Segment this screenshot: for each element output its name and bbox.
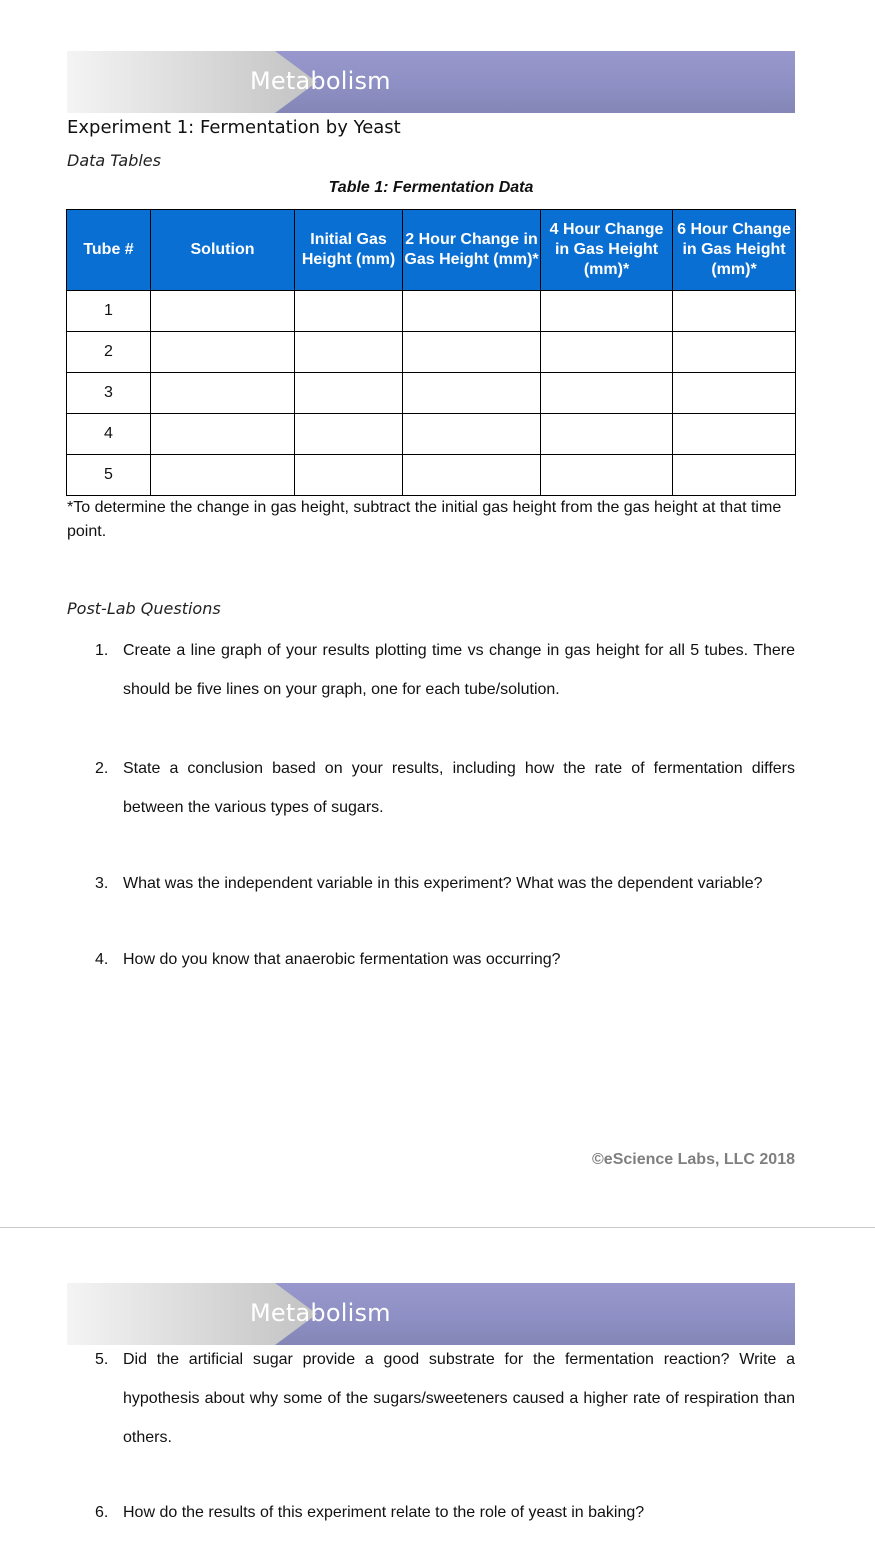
four-hour-cell[interactable]	[541, 414, 673, 455]
page-divider	[0, 1227, 875, 1228]
header-solution: Solution	[151, 210, 295, 291]
four-hour-cell[interactable]	[541, 373, 673, 414]
table-row	[67, 332, 796, 373]
initial-height-cell[interactable]	[295, 291, 403, 332]
question-text: State a conclusion based on your results, including how the rate of fermentation differs between the various types of sugars.	[123, 760, 795, 816]
six-hour-cell[interactable]	[673, 291, 796, 332]
question-text: How do you know that anaerobic fermentation was occurring?	[123, 951, 561, 968]
two-hour-cell[interactable]	[403, 455, 541, 496]
header-initial-gas-height: Initial Gas Height (mm)	[295, 210, 403, 291]
question-item	[0, 940, 795, 979]
solution-cell[interactable]	[151, 291, 295, 332]
tube-number-cell: 3	[67, 373, 151, 414]
question-item	[0, 1493, 795, 1532]
header-tube: Tube #	[67, 210, 151, 291]
post-lab-label: Post-Lab Questions	[67, 599, 221, 618]
four-hour-cell[interactable]	[541, 455, 673, 496]
two-hour-cell[interactable]	[403, 291, 541, 332]
data-tables-label: Data Tables	[67, 151, 161, 170]
solution-cell[interactable]	[151, 414, 295, 455]
question-list-page-1	[0, 631, 875, 979]
four-hour-cell[interactable]	[541, 291, 673, 332]
question-number: 4.	[95, 951, 109, 968]
fermentation-data-table	[66, 209, 796, 496]
tube-number-cell: 1	[67, 291, 151, 332]
question-number: 5.	[95, 1351, 109, 1368]
initial-height-cell[interactable]	[295, 373, 403, 414]
four-hour-cell[interactable]	[541, 332, 673, 373]
table-row	[67, 455, 796, 496]
six-hour-cell[interactable]	[673, 332, 796, 373]
solution-cell[interactable]	[151, 332, 295, 373]
table-row	[67, 414, 796, 455]
tube-number-cell: 4	[67, 414, 151, 455]
question-item	[0, 631, 795, 749]
question-number: 1.	[95, 642, 109, 659]
header-6-hour-change: 6 Hour Change in Gas Height (mm)*	[673, 210, 796, 291]
table-row	[67, 373, 796, 414]
question-number: 6.	[95, 1504, 109, 1521]
question-text: How do the results of this experiment relate to the role of yeast in baking?	[123, 1504, 645, 1521]
question-text: Create a line graph of your results plotting time vs change in gas height for all 5 tubes. There should be five lines on your graph, one for each tube/solution.	[123, 642, 795, 698]
tube-number-cell: 2	[67, 332, 151, 373]
initial-height-cell[interactable]	[295, 455, 403, 496]
question-text: What was the independent variable in this experiment? What was the dependent variable?	[123, 875, 763, 892]
copyright-notice: ©eScience Labs, LLC 2018	[592, 1151, 795, 1168]
six-hour-cell[interactable]	[673, 373, 796, 414]
question-number: 3.	[95, 875, 109, 892]
initial-height-cell[interactable]	[295, 414, 403, 455]
table-header-row	[67, 210, 796, 291]
header-2-hour-change: 2 Hour Change in Gas Height (mm)*	[403, 210, 541, 291]
banner-title: Metabolism	[250, 67, 391, 95]
six-hour-cell[interactable]	[673, 414, 796, 455]
solution-cell[interactable]	[151, 373, 295, 414]
question-item	[0, 1340, 795, 1493]
tube-number-cell: 5	[67, 455, 151, 496]
banner-title: Metabolism	[250, 1299, 391, 1327]
initial-height-cell[interactable]	[295, 332, 403, 373]
question-list-page-2	[0, 1340, 875, 1532]
question-item	[0, 864, 795, 940]
header-banner-page-2	[67, 1283, 795, 1345]
two-hour-cell[interactable]	[403, 414, 541, 455]
solution-cell[interactable]	[151, 455, 295, 496]
header-4-hour-change: 4 Hour Change in Gas Height (mm)*	[541, 210, 673, 291]
question-item	[0, 749, 795, 864]
header-banner	[67, 51, 795, 113]
table-row	[67, 291, 796, 332]
six-hour-cell[interactable]	[673, 455, 796, 496]
experiment-title: Experiment 1: Fermentation by Yeast	[67, 117, 401, 138]
table-footnote: *To determine the change in gas height, subtract the initial gas height from the gas height at that time point.	[67, 499, 782, 540]
two-hour-cell[interactable]	[403, 373, 541, 414]
question-text: Did the artificial sugar provide a good substrate for the fermentation reaction? Write a hypothesis about why some of the sugars/sweeteners caused a higher rate of respiration than others.	[123, 1351, 795, 1446]
table-caption: Table 1: Fermentation Data	[328, 179, 534, 196]
two-hour-cell[interactable]	[403, 332, 541, 373]
question-number: 2.	[95, 760, 109, 777]
